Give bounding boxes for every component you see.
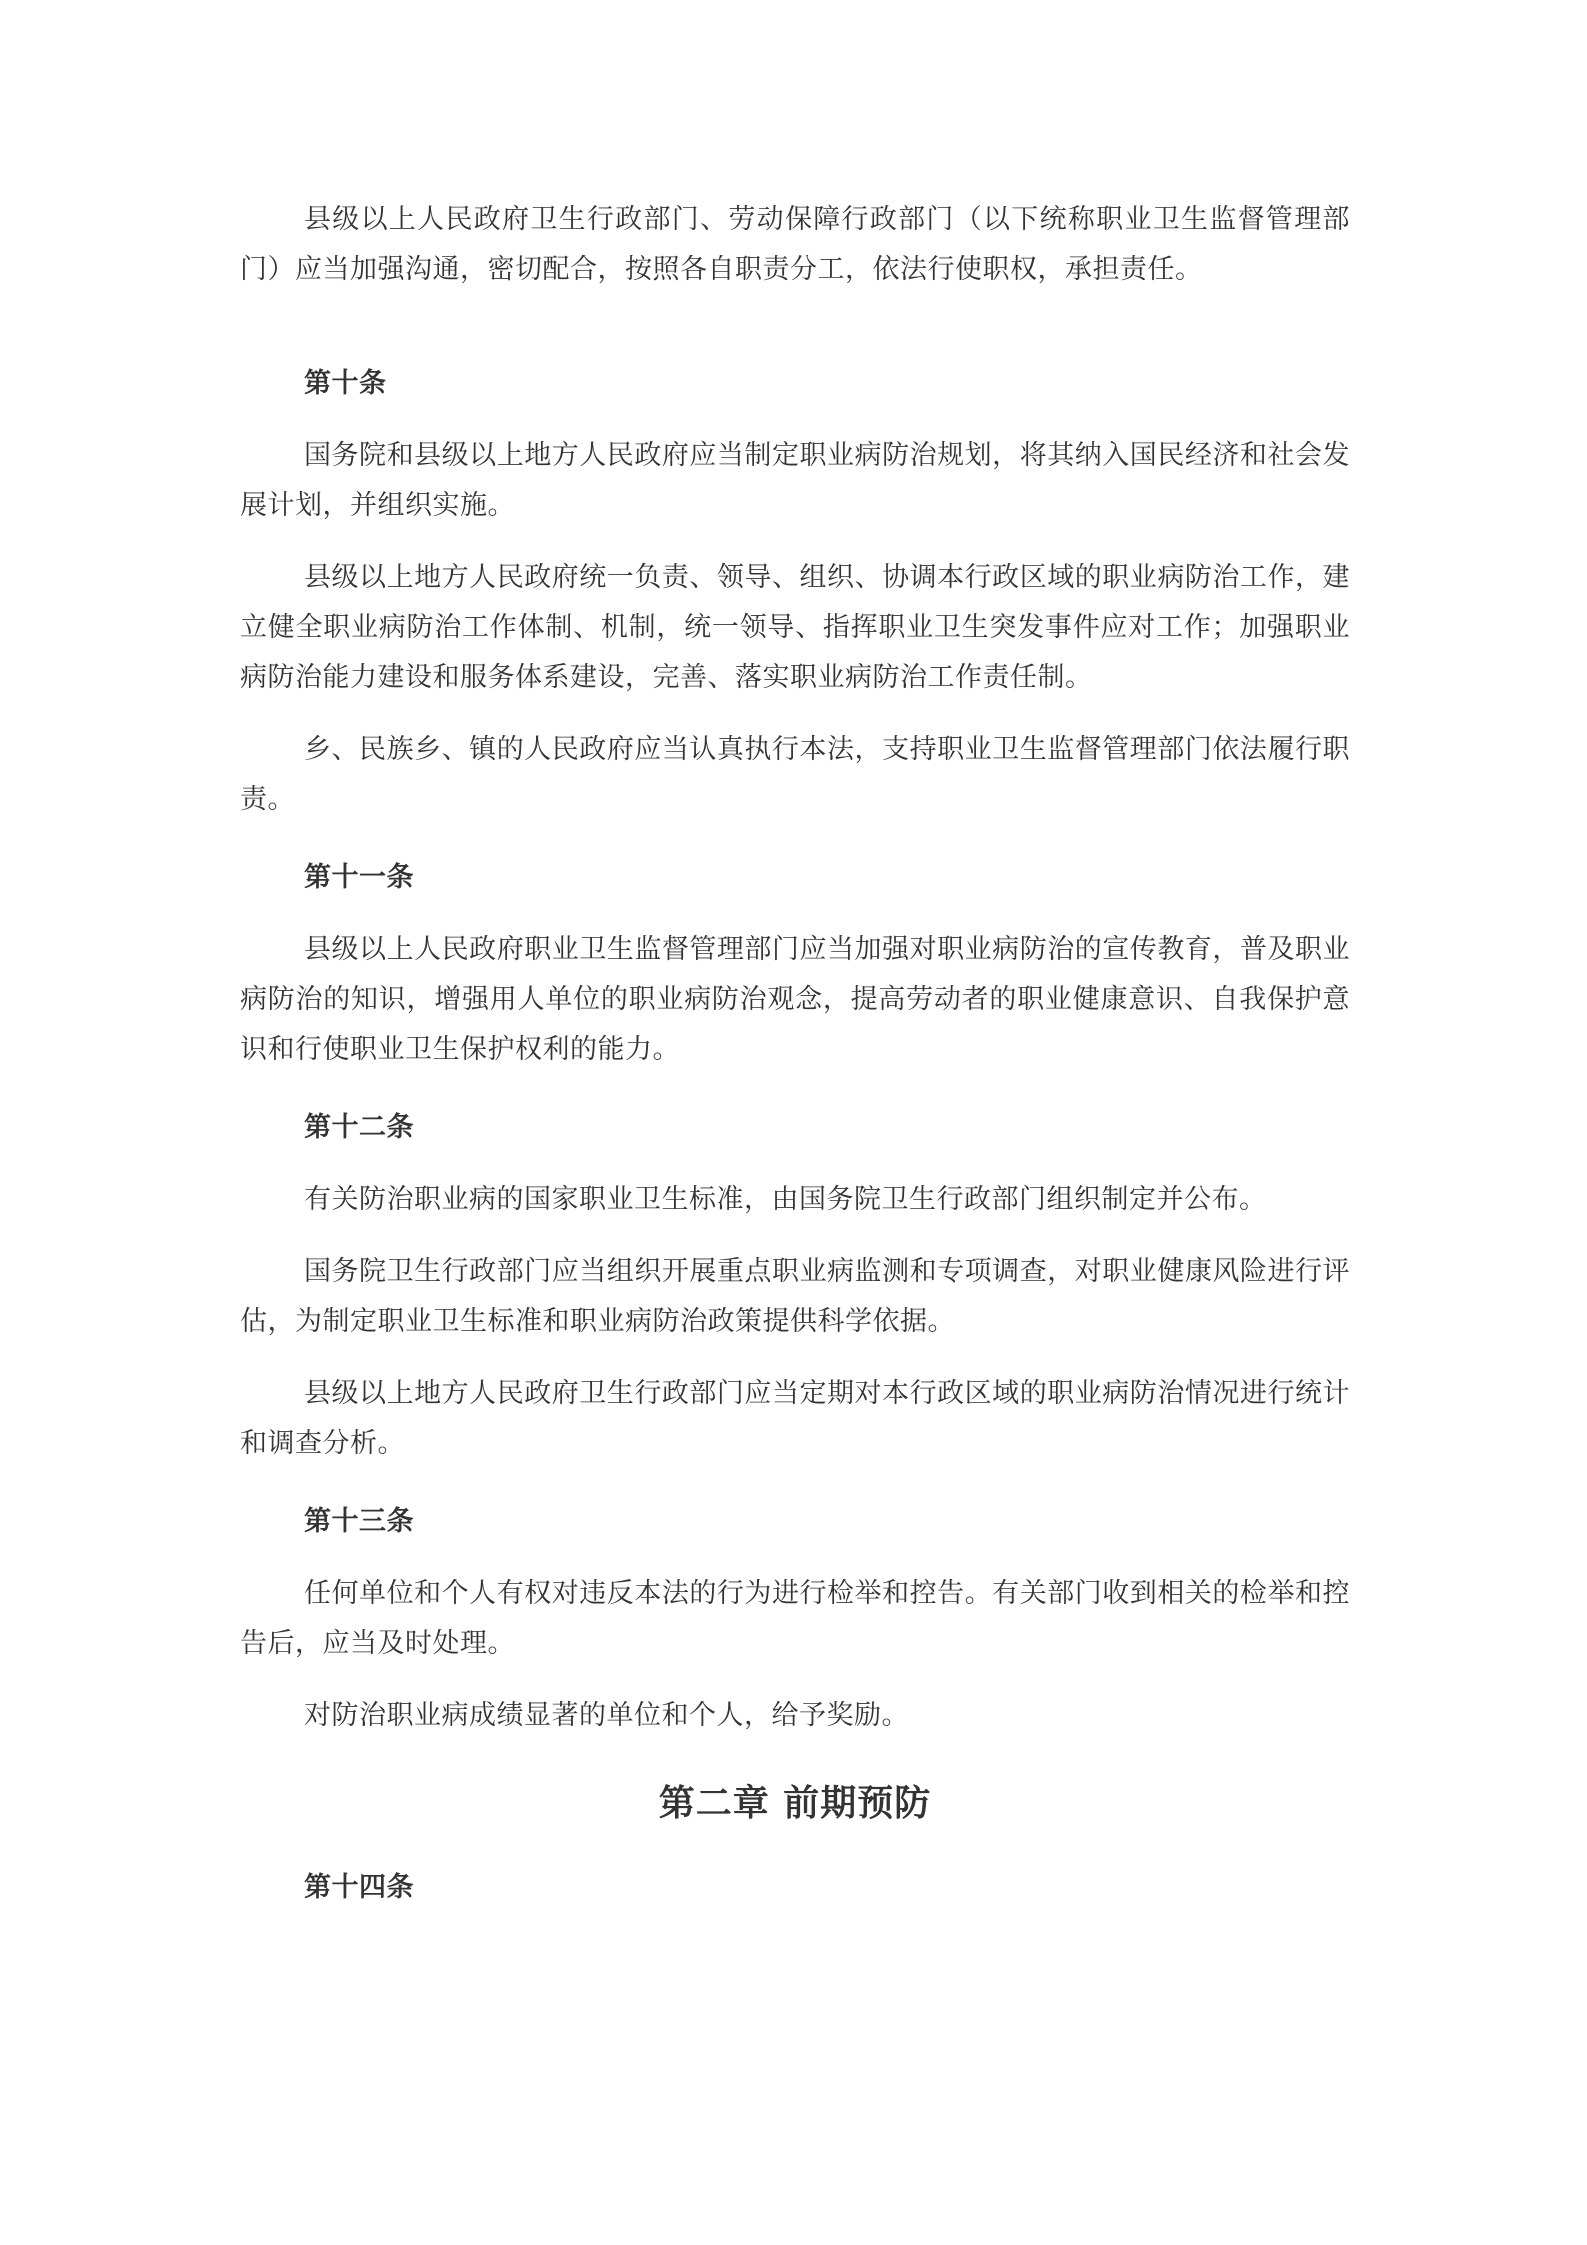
article-heading-10: 第十条 — [304, 368, 387, 399]
paragraph: 乡、民族乡、镇的人民政府应当认真执行本法，支持职业卫生监督管理部门依法履行职责。 — [240, 734, 1350, 815]
chapter-heading: 第二章 前期预防 — [658, 1782, 932, 1824]
paragraph: 县级以上人民政府卫生行政部门、劳动保障行政部门（以下统称职业卫生监督管理部门）应当加强沟通，密切配合，按照各自职责分工，依法行使职权，承担责任。 — [240, 204, 1350, 285]
paragraph: 县级以上地方人民政府统一负责、领导、组织、协调本行政区域的职业病防治工作，建立健全职业病防治工作体制、机制，统一领导、指挥职业卫生突发事件应对工作；加强职业病防治能力建设和服务体系建设，完善、落实职业病防治工作责任制。 — [240, 562, 1350, 693]
article-heading-14: 第十四条 — [304, 1872, 414, 1903]
paragraph: 国务院和县级以上地方人民政府应当制定职业病防治规划，将其纳入国民经济和社会发展计划，并组织实施。 — [240, 440, 1350, 521]
document-content — [240, 195, 1350, 1935]
paragraph: 县级以上地方人民政府卫生行政部门应当定期对本行政区域的职业病防治情况进行统计和调查分析。 — [240, 1378, 1350, 1459]
article-heading-11: 第十一条 — [304, 862, 414, 893]
paragraph: 有关防治职业病的国家职业卫生标准，由国务院卫生行政部门组织制定并公布。 — [304, 1184, 1267, 1215]
paragraph: 任何单位和个人有权对违反本法的行为进行检举和控告。有关部门收到相关的检举和控告后，应当及时处理。 — [240, 1578, 1350, 1659]
paragraph: 对防治职业病成绩显著的单位和个人，给予奖励。 — [304, 1700, 909, 1731]
paragraph: 县级以上人民政府职业卫生监督管理部门应当加强对职业病防治的宣传教育，普及职业病防治的知识，增强用人单位的职业病防治观念，提高劳动者的职业健康意识、自我保护意识和行使职业卫生保护权利的能力。 — [240, 934, 1350, 1065]
paragraph: 国务院卫生行政部门应当组织开展重点职业病监测和专项调查，对职业健康风险进行评估，为制定职业卫生标准和职业病防治政策提供科学依据。 — [240, 1256, 1350, 1337]
article-heading-12: 第十二条 — [304, 1112, 414, 1143]
article-heading-13: 第十三条 — [304, 1506, 414, 1537]
